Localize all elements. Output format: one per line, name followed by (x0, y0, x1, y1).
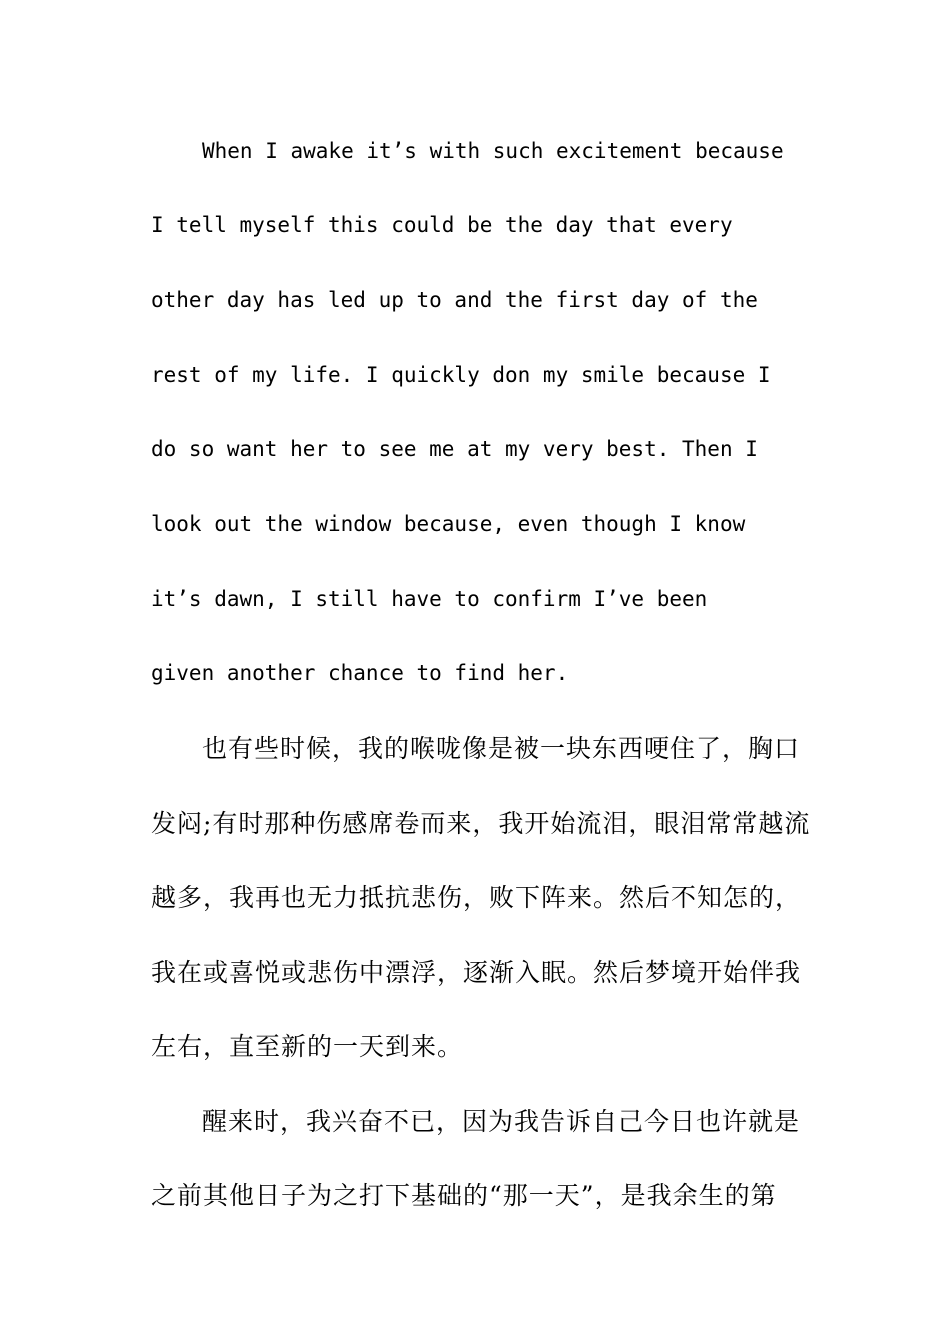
chinese-p1-line-1: 也有些时候，我的喉咙像是被一块东西哽住了，胸口 (202, 734, 801, 763)
english-line-8: given another chance to find her. (151, 661, 569, 685)
chinese-p1-line-5: 左右，直至新的一天到来。 (151, 1032, 464, 1061)
chinese-p2-line-1: 醒来时，我兴奋不已，因为我告诉自己今日也许就是 (202, 1107, 801, 1136)
chinese-p1-line-3: 越多，我再也无力抵抗悲伤，败下阵来。然后不知怎的， (151, 883, 802, 912)
english-line-6: look out the window because, even though I know (151, 512, 746, 536)
english-line-5: do so want her to see me at my very best. Then I (151, 437, 758, 461)
english-line-7: it’s dawn, I still have to confirm I’ve been (151, 587, 708, 611)
english-line-3: other day has led up to and the first day of the (151, 288, 758, 312)
english-line-1: When I awake it’s with such excitement because (202, 139, 784, 163)
chinese-p2-line-2: 之前其他日子为之打下基础的“那一天”，是我余生的第 (151, 1181, 777, 1210)
chinese-p1-line-4: 我在或喜悦或悲伤中漂浮，逐渐入眠。然后梦境开始伴我 (151, 958, 802, 987)
english-line-2: I tell myself this could be the day that every (151, 213, 733, 237)
english-line-4: rest of my life. I quickly don my smile because I (151, 363, 771, 387)
chinese-p1-line-2: 发闷;有时那种伤感席卷而来，我开始流泪，眼泪常常越流 (151, 809, 811, 838)
